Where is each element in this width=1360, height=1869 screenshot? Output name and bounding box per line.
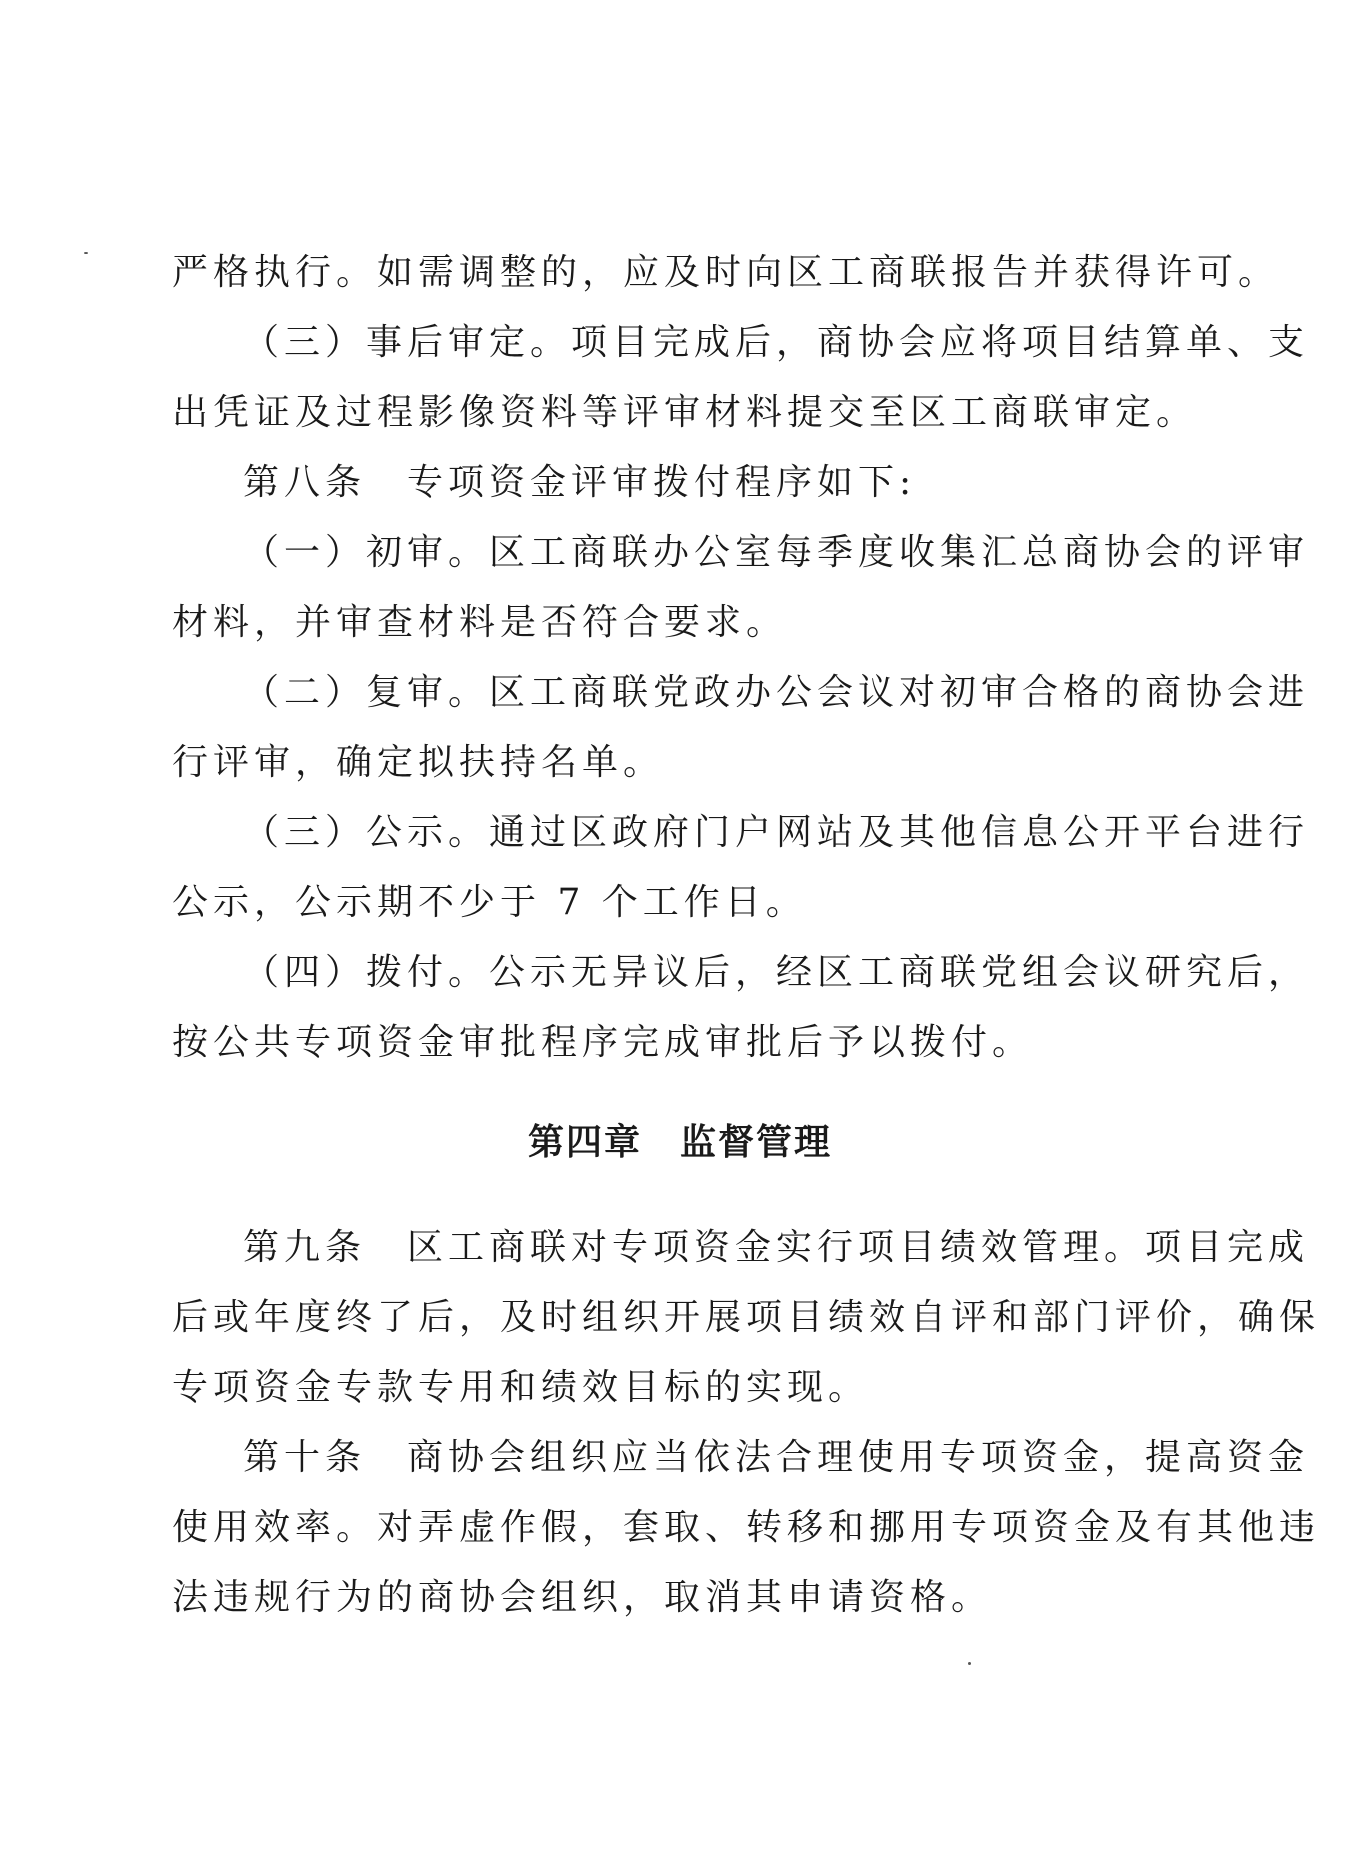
paragraph-line: 后或年度终了后，及时组织开展项目绩效自评和部门评价，确保 (172, 1297, 1321, 1338)
paragraph-line: 材料，并审查材料是否符合要求。 (172, 602, 788, 643)
paragraph-line: （三）公示。通过区政府门户网站及其他信息公开平台进行 (243, 812, 1310, 853)
paragraph-line: 专项资金专款专用和绩效目标的实现。 (172, 1367, 870, 1408)
article-10-line: 第十条 商协会组织应当依法合理使用专项资金，提高资金 (243, 1437, 1310, 1478)
paragraph-line: 法违规行为的商协会组织，取消其申请资格。 (172, 1577, 993, 1618)
paragraph-line: 出凭证及过程影像资料等评审材料提交至区工商联审定。 (172, 392, 1198, 433)
paragraph-line: 使用效率。对弄虚作假，套取、转移和挪用专项资金及有其他违 (172, 1507, 1321, 1548)
scan-speck (968, 1662, 971, 1665)
scan-speck (84, 252, 88, 254)
chapter-heading: 第四章 监督管理 (527, 1122, 832, 1163)
paragraph-line: 行评审，确定拟扶持名单。 (172, 742, 665, 783)
paragraph-line: （一）初审。区工商联办公室每季度收集汇总商协会的评审 (243, 532, 1310, 573)
article-8-line: 第八条 专项资金评审拨付程序如下: (243, 462, 917, 503)
paragraph-line: 按公共专项资金审批程序完成审批后予以拨付。 (172, 1022, 1034, 1063)
article-9-line: 第九条 区工商联对专项资金实行项目绩效管理。项目完成 (243, 1227, 1310, 1268)
paragraph-line: （三）事后审定。项目完成后，商协会应将项目结算单、支 (243, 322, 1310, 363)
paragraph-line: 公示，公示期不少于 7 个工作日。 (172, 882, 807, 923)
paragraph-line: （四）拨付。公示无异议后，经区工商联党组会议研究后， (243, 952, 1310, 993)
paragraph-line: 严格执行。如需调整的，应及时向区工商联报告并获得许可。 (172, 252, 1280, 293)
paragraph-line: （二）复审。区工商联党政办公会议对初审合格的商协会进 (243, 672, 1310, 713)
